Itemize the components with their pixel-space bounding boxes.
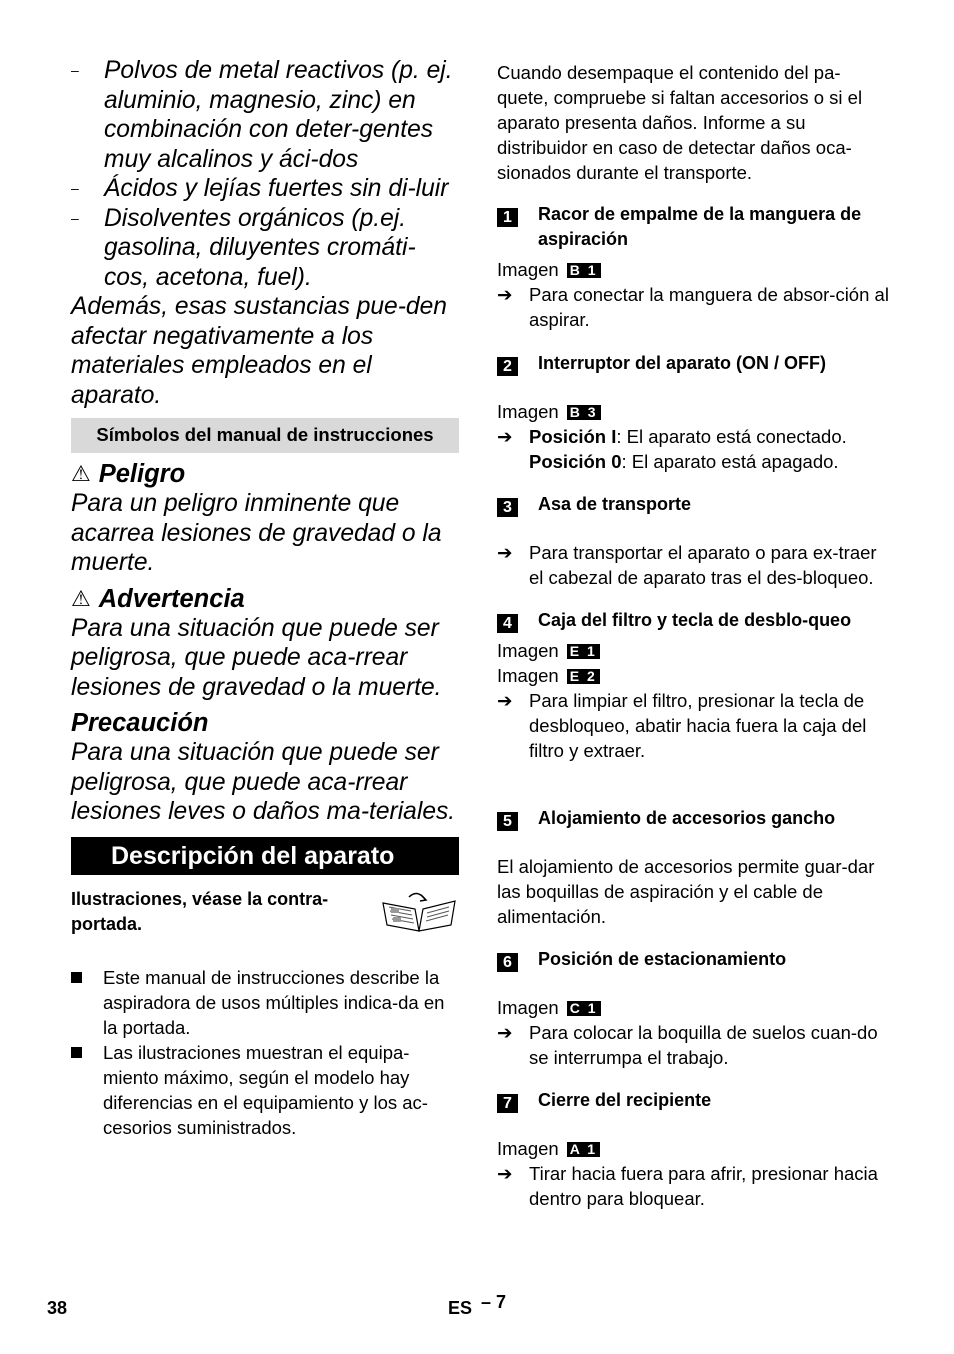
number-badge: 7 (497, 1094, 518, 1113)
dash-marker: – (71, 62, 79, 78)
peligro-text: Para un peligro inminente que acarrea lesiones de gravedad o la muerte. (71, 490, 442, 576)
image-reference (497, 399, 889, 424)
arrow-right-icon: ➔ (497, 690, 513, 711)
arrow-text: Para colocar la boquilla de suelos cuan-do se interrumpa el trabajo. (529, 1022, 878, 1068)
illustrations-text: Ilustraciones, véase la contra-portada. (71, 888, 329, 934)
dash-marker: – (71, 180, 79, 196)
list-item-text: Ácidos y lejías fuertes sin di-luir (104, 175, 449, 202)
image-label: Imagen (497, 401, 559, 422)
advertencia-heading (71, 584, 459, 614)
section-1-heading (497, 202, 889, 252)
advertencia-title: Advertencia (98, 584, 245, 613)
peligro-title: Peligro (98, 460, 186, 488)
arrow-right-icon: ➔ (497, 1163, 513, 1184)
image-ref-badge: B 3 (567, 405, 601, 420)
section-title: Racor de empalme de la manguera de aspiración (538, 204, 862, 249)
section-2-heading (497, 351, 889, 376)
arrow-item (497, 282, 889, 332)
arrow-right-icon: ➔ (497, 542, 513, 563)
language-code: ES (448, 1298, 473, 1318)
list-item (71, 1040, 459, 1140)
position-text: : El aparato está conectado. (616, 426, 847, 447)
number-badge: 6 (497, 953, 518, 972)
arrow-right-icon: ➔ (497, 426, 513, 447)
arrow-item (497, 1020, 889, 1070)
list-item-text: Polvos de metal reactivos (p. ej. aluminio, magnesio, zinc) en combinación con deter-gentes muy alcalinos y áci-dos (104, 57, 453, 173)
arrow-text: Para conectar la manguera de absor-ción al aspirar. (529, 284, 889, 330)
descripcion-heading: Descripción del aparato (71, 837, 459, 875)
illustrations-note (71, 887, 459, 937)
warning-triangle-icon: ⚠ (71, 585, 91, 611)
number-badge: 3 (497, 498, 518, 517)
section-title: Alojamiento de accesorios gancho (538, 808, 836, 828)
image-label: Imagen (497, 640, 559, 661)
list-item (71, 965, 459, 1040)
image-label: Imagen (497, 1138, 559, 1159)
number-badge: 2 (497, 357, 518, 376)
precaucion-title: Precaución (71, 709, 209, 737)
section-5-heading (497, 806, 889, 831)
symbols-heading: Símbolos del manual de instrucciones (71, 418, 459, 453)
list-item-text: Disolventes orgánicos (p.ej. gasolina, diluyentes cromáti-cos, acetona, fuel). (104, 204, 416, 291)
arrow-text: Para transportar el aparato o para ex-traer el cabezal de aparato tras el des-bloqueo. (529, 542, 877, 588)
arrow-text: Tirar hacia fuera para afrir, presionar hacia dentro para bloquear. (529, 1163, 878, 1209)
number-badge: 1 (497, 208, 518, 227)
page-footer-label (448, 1292, 507, 1319)
section-title: Cierre del recipiente (538, 1090, 712, 1110)
position-text: : El aparato está apagado. (621, 451, 839, 472)
image-reference (497, 995, 889, 1020)
list-item (71, 174, 459, 204)
number-badge: 4 (497, 614, 518, 633)
precaucion-text: Para una situación que puede ser peligrosa, que puede aca-rrear lesiones leves o daños ma-teriales. (71, 739, 456, 825)
image-reference (497, 638, 889, 663)
image-ref-badge: A 1 (567, 1142, 600, 1157)
peligro-heading (71, 459, 459, 489)
section-5-text: El alojamiento de accesorios permite guar-dar las boquillas de aspiración y el cable de alimentación. (497, 856, 875, 927)
arrow-right-icon: ➔ (497, 284, 513, 305)
bullet-text: Este manual de instrucciones describe la aspiradora de usos múltiples indica-da en la portada. (103, 966, 445, 1038)
section-title: Interruptor del aparato (ON / OFF) (538, 353, 827, 373)
section-title: Posición de estacionamiento (538, 949, 787, 969)
bullet-text: Las ilustraciones muestran el equipa-miento máximo, según el modelo hay diferencias en el equipamiento y los ac-cesorios suministrados. (103, 1041, 428, 1138)
image-ref-badge: B 1 (567, 263, 601, 278)
advertencia-text: Para una situación que puede ser peligrosa, que puede aca-rrear lesiones de gravedad o la muerte. (71, 614, 442, 701)
section-title: Caja del filtro y tecla de desblo-queo (538, 610, 852, 630)
intro-paragraph: Cuando desempaque el contenido del pa-quete, compruebe si faltan accesorios o si el aparato presenta daños. Informe a su distribuidor en caso de detectar daños oca-sionados durante el transporte. (497, 62, 863, 183)
image-reference (497, 1136, 889, 1161)
arrow-right-icon: ➔ (497, 1022, 513, 1043)
arrow-item (497, 540, 889, 590)
section-7-heading (497, 1088, 889, 1113)
arrow-item (497, 688, 889, 763)
arrow-item (497, 424, 889, 474)
after-paragraph: Además, esas sustancias pue-den afectar negativamente a los materiales empleados en el aparato. (71, 293, 447, 409)
warning-triangle-icon: ⚠ (71, 461, 91, 486)
arrow-text: Para limpiar el filtro, presionar la tecla de desbloqueo, abatir hacia fuera la caja del filtro y extraer. (529, 690, 867, 761)
left-column (71, 56, 459, 1140)
section-3-heading (497, 492, 889, 517)
right-column (497, 60, 889, 1211)
position-label: Posición I (529, 426, 617, 447)
section-6-heading (497, 947, 889, 972)
arrow-item (497, 1161, 889, 1211)
position-label: Posición 0 (529, 451, 622, 472)
image-ref-badge: C 1 (567, 1001, 601, 1016)
open-book-icon (379, 887, 459, 935)
bullet-square-icon (71, 972, 82, 983)
precaucion-heading (71, 708, 459, 738)
dash-marker: – (71, 209, 79, 226)
list-item (71, 56, 459, 174)
image-label: Imagen (497, 259, 559, 280)
section-4-heading (497, 608, 889, 633)
page-sub-number: – 7 (481, 1292, 507, 1312)
page-number: 38 (47, 1298, 68, 1318)
section-title: Asa de transporte (538, 494, 692, 514)
image-label: Imagen (497, 997, 559, 1018)
image-ref-badge: E 2 (567, 669, 600, 684)
list-item (71, 204, 459, 293)
image-ref-badge: E 1 (567, 644, 600, 659)
number-badge: 5 (497, 812, 518, 831)
image-reference (497, 257, 889, 282)
bullet-square-icon (71, 1047, 82, 1058)
image-label: Imagen (497, 665, 559, 686)
image-reference (497, 663, 889, 688)
